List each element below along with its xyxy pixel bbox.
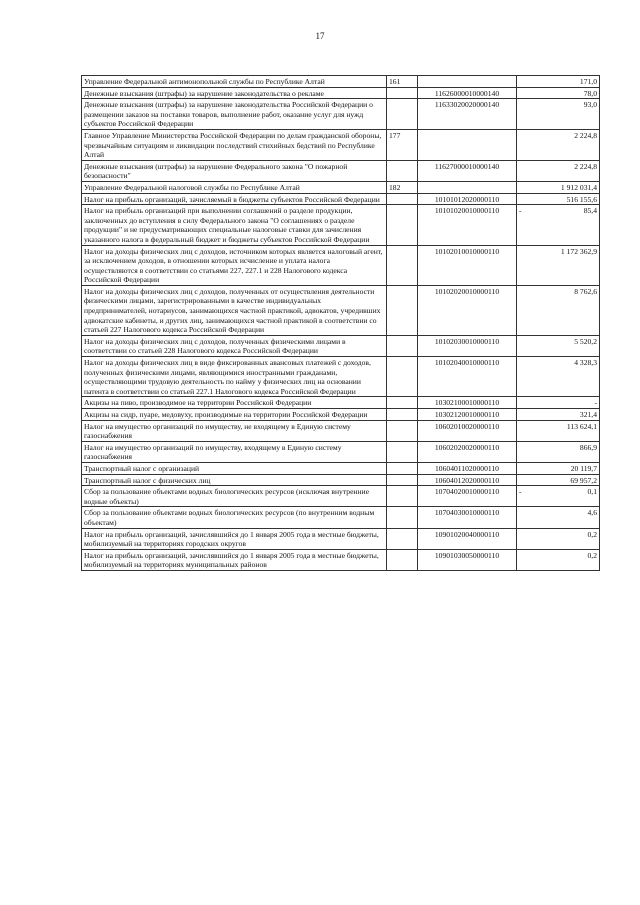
administrator-code-cell [387,357,418,397]
amount-value: 171,0 [579,77,597,86]
administrator-code-cell [387,87,418,99]
administrator-code-cell [387,420,418,441]
amount-value: 0,1 [587,487,597,497]
revenue-code-cell: 10901020040000110 [418,528,517,549]
amount-cell [517,285,600,335]
amount-cell [517,357,600,397]
administrator-code-cell [387,245,418,285]
revenue-name-cell: Налог на прибыль организаций, зачислявшийся до 1 января 2005 года в местные бюджеты, мобилизуемый на территориях городских округов [82,528,387,549]
revenue-code-cell: 10604011020000110 [418,462,517,474]
page-number: 17 [315,31,325,41]
revenue-code-cell: 10102040010000110 [418,357,517,397]
table-row [82,474,600,486]
amount-cell [517,129,600,160]
amount-cell [517,474,600,486]
amount-cell [517,99,600,130]
revenue-name-cell: Налог на имущество организаций по имуществу, не входящему в Единую систему газоснабжения [82,420,387,441]
administrator-code-cell: 161 [387,76,418,88]
revenue-name-cell: Управление Федеральной антимонопольной службы по Республике Алтай [82,76,387,88]
table-row [82,99,600,130]
table-row [82,87,600,99]
amount-value: 0,2 [587,550,597,560]
revenue-code-cell: 11633020020000140 [418,99,517,130]
amount-value: 8 762,6 [574,286,597,296]
administrator-code-cell [387,474,418,486]
revenue-code-cell: 10302120010000110 [418,409,517,421]
administrator-code-cell [387,507,418,528]
administrator-code-cell [387,528,418,549]
amount-value: 321,4 [579,410,597,419]
administrator-code-cell [387,397,418,409]
administrator-code-cell [387,193,418,205]
administrator-code-cell [387,486,418,507]
dash-mark: - [519,487,522,497]
revenue-code-cell: 10604012020000110 [418,474,517,486]
administrator-code-cell [387,462,418,474]
revenue-name-cell: Денежные взыскания (штрафы) за нарушение законодательства Российской Федерации о размещении заказов на поставки товаров, выполнение работ, оказание услуг для нужд субъектов Российской Федерации [82,99,387,130]
revenue-name-cell: Управление Федеральной налоговой службы по Республике Алтай [82,181,387,193]
revenue-name-cell: Налог на прибыль организаций, зачислявшийся до 1 января 2005 года в местные бюджеты, мобилизуемый на территориях муниципальных районов [82,549,387,570]
dash-mark: - [519,206,522,216]
table-row [82,409,600,421]
table-row [82,357,600,397]
revenue-name-cell: Транспортный налог с физических лиц [82,474,387,486]
revenue-code-cell: 10704030010000110 [418,507,517,528]
revenue-code-cell: 10101012020000110 [418,193,517,205]
amount-value: 69 957,2 [570,475,597,485]
amount-value: 5 520,2 [574,336,597,346]
table-row [82,129,600,160]
administrator-code-cell [387,441,418,462]
table-row [82,549,600,570]
revenue-code-cell: 10602020020000110 [418,441,517,462]
amount-cell [517,160,600,181]
table-row [82,76,600,88]
amount-cell [517,397,600,409]
amount-value: 20 119,7 [570,463,597,473]
administrator-code-cell [387,549,418,570]
amount-value: 113 624,1 [566,421,597,431]
revenue-name-cell: Налог на имущество организаций по имуществу, входящему в Единую систему газоснабжения [82,441,387,462]
revenue-code-cell: 10302100010000110 [418,397,517,409]
amount-value: 2 224,8 [574,161,597,171]
revenue-code-cell: 10102020010000110 [418,285,517,335]
amount-cell [517,549,600,570]
amount-cell [517,335,600,356]
amount-cell [517,486,600,507]
table-row [82,528,600,549]
amount-value: 866,9 [579,442,597,452]
table-row [82,335,600,356]
amount-cell [517,193,600,205]
amount-value: 1 912 031,4 [560,182,597,192]
revenue-name-cell: Сбор за пользование объектами водных биологических ресурсов (по внутренним водным объектам) [82,507,387,528]
administrator-code-cell [387,335,418,356]
administrator-code-cell: 182 [387,181,418,193]
revenue-code-cell: 11626000010000140 [418,87,517,99]
table-row [82,160,600,181]
table-row [82,181,600,193]
revenue-code-cell: 10602010020000110 [418,420,517,441]
table-row [82,205,600,245]
amount-cell [517,87,600,99]
revenue-name-cell: Денежные взыскания (штрафы) за нарушение законодательства о рекламе [82,87,387,99]
revenue-table-body [82,76,600,571]
table-row [82,462,600,474]
revenue-name-cell: Главное Управление Министерства Российской Федерации по делам гражданской обороны, чрезвычайным ситуациям и ликвидации последствий стихийных бедствий по Республике Алтай [82,129,387,160]
revenue-code-cell: 10102010010000110 [418,245,517,285]
revenue-code-cell: 10101020010000110 [418,205,517,245]
amount-value: - [594,398,597,408]
administrator-code-cell [387,160,418,181]
revenue-table [81,75,600,571]
amount-value: 2 224,8 [574,130,597,140]
administrator-code-cell [387,205,418,245]
table-row [82,507,600,528]
revenue-name-cell: Сбор за пользование объектами водных биологических ресурсов (исключая внутренние водные объекты) [82,486,387,507]
amount-cell [517,205,600,245]
revenue-name-cell: Акцизы на пиво, производимое на территории Российской Федерации [82,397,387,409]
revenue-code-cell: 10102030010000110 [418,335,517,356]
amount-cell [517,420,600,441]
table-row [82,441,600,462]
amount-cell [517,76,600,88]
amount-value: 1 172 362,9 [560,246,597,256]
revenue-name-cell: Налог на прибыль организаций, зачисляемый в бюджеты субъектов Российской Федерации [82,193,387,205]
administrator-code-cell: 177 [387,129,418,160]
revenue-code-cell: 10901030050000110 [418,549,517,570]
table-row [82,245,600,285]
amount-cell [517,409,600,421]
revenue-code-cell [418,76,517,88]
revenue-name-cell: Налог на доходы физических лиц с доходов, полученных физическими лицами в соответствии со статьей 228 Налогового кодекса Российской Федерации [82,335,387,356]
table-row [82,285,600,335]
table-row [82,397,600,409]
amount-cell [517,528,600,549]
amount-cell [517,245,600,285]
amount-value: 516 155,6 [566,194,597,204]
amount-cell [517,462,600,474]
revenue-code-cell [418,181,517,193]
amount-value: 93,0 [583,100,597,110]
administrator-code-cell [387,409,418,421]
revenue-name-cell: Транспортный налог с организаций [82,462,387,474]
revenue-name-cell: Налог на доходы физических лиц с доходов, полученных от осуществления деятельности физическими лицами, зарегистрированными в качестве индивидуальных предпринимателей, нотариусов, занимающихся частной практикой, адвокатов, учредивших адвокатские кабинеты, и других лиц, занимающихся частной практикой в соответствии со статьей 227 Налогового кодекса Российской Федерации [82,285,387,335]
table-row [82,486,600,507]
amount-cell [517,507,600,528]
amount-value: 4,6 [587,508,597,518]
amount-cell [517,181,600,193]
revenue-name-cell: Акцизы на сидр, пуаре, медовуху, производимые на территории Российской Федерации [82,409,387,421]
table-row [82,193,600,205]
revenue-name-cell: Налог на прибыль организаций при выполнении соглашений о разделе продукции, заключенных до вступления в силу Федерального закона "О соглашениях о разделе продукции" и не предусматривающих специальные налоговые ставки для зачисления указанного налога в федеральный бюджет и бюджеты субъектов Российской Федерации [82,205,387,245]
amount-value: 85,4 [583,206,597,216]
revenue-name-cell: Налог на доходы физических лиц с доходов, источником которых является налоговый агент, за исключением доходов, в отношении которых исчисление и уплата налога осуществляются в соответствии со статьями 227, 227.1 и 228 Налогового кодекса Российской Федерации [82,245,387,285]
revenue-code-cell: 10704020010000110 [418,486,517,507]
administrator-code-cell [387,285,418,335]
table-row [82,420,600,441]
amount-value: 4 328,3 [574,358,597,368]
amount-value: 78,0 [583,88,597,98]
revenue-name-cell: Налог на доходы физических лиц в виде фиксированных авансовых платежей с доходов, полученных физическими лицами, являющимися иностранными гражданами, осуществляющими трудовую деятельность по найму у физических лиц на основании патента в соответствии со статьей 227.1 Налогового кодекса Российской Федерации [82,357,387,397]
revenue-code-cell: 11627000010000140 [418,160,517,181]
amount-cell [517,441,600,462]
amount-value: 0,2 [587,529,597,539]
revenue-code-cell [418,129,517,160]
administrator-code-cell [387,99,418,130]
revenue-name-cell: Денежные взыскания (штрафы) за нарушение Федерального закона "О пожарной безопасности" [82,160,387,181]
